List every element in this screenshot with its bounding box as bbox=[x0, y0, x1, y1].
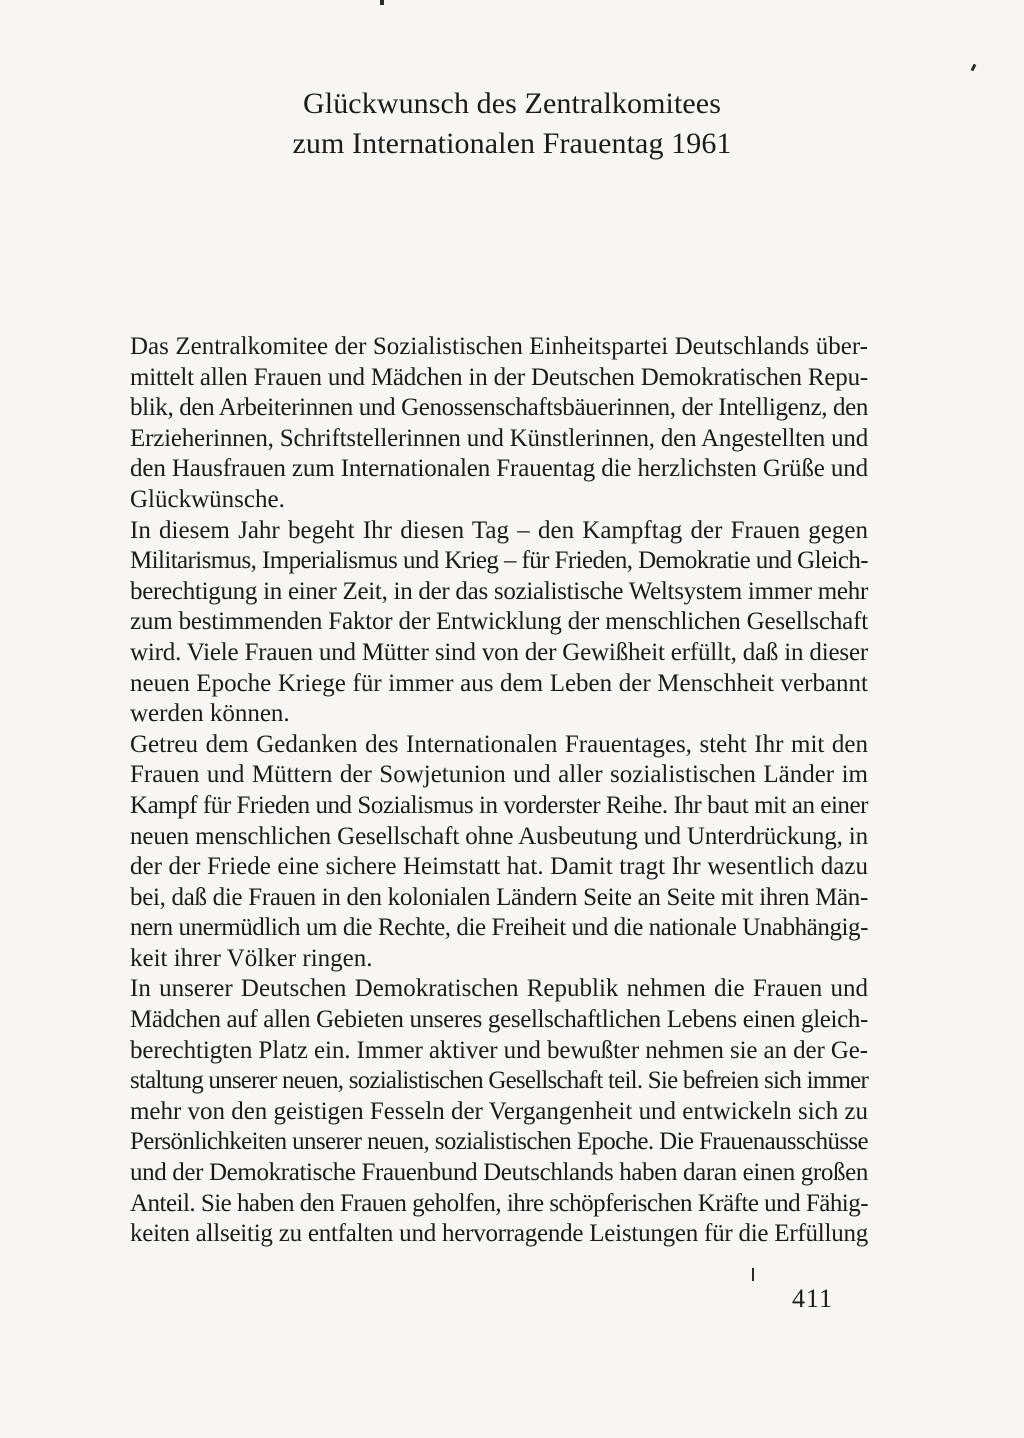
text-line: Frauen und Müttern der Sowjetunion und aller sozialistischen Länder im bbox=[130, 761, 868, 789]
text-line: Anteil. Sie haben den Frauen geholfen, ihre schöpferischen Kräfte und Fähig- bbox=[130, 1189, 869, 1217]
text-line: Mädchen auf allen Gebieten unseres gesellschaftlichen Lebens einen gleich- bbox=[130, 1006, 869, 1034]
text-line: berechtigten Platz ein. Immer aktiver und bewußter nehmen sie an der Ge- bbox=[130, 1036, 868, 1064]
text-line: staltung unserer neuen, sozialistischen Gesellschaft teil. Sie befreien sich immer bbox=[130, 1067, 868, 1095]
text-line: In diesem Jahr begeht Ihr diesen Tag – den Kampftag der Frauen gegen bbox=[130, 516, 868, 544]
text-line: blik, den Arbeiterinnen und Genossenschaftsbäuerinnen, der Intelligenz, den bbox=[130, 394, 868, 422]
text-line: Getreu dem Gedanken des Internationalen Frauentages, steht Ihr mit den bbox=[130, 730, 868, 758]
text-line: den Hausfrauen zum Internationalen Frauentag die herzlichsten Grüße und bbox=[130, 455, 868, 483]
text-line: Das Zentralkomitee der Sozialistischen Einheitspartei Deutschlands über- bbox=[130, 333, 868, 360]
text-line: und der Demokratische Frauenbund Deutschlands haben daran einen großen bbox=[130, 1159, 869, 1187]
document-title bbox=[0, 84, 1024, 164]
page-number: 411 bbox=[792, 1284, 834, 1313]
text-line: mehr von den geistigen Fesseln der Vergangenheit und entwickeln sich zu bbox=[130, 1097, 868, 1125]
title-line-2: zum Internationalen Frauentag 1961 bbox=[292, 127, 732, 160]
text-line: Erzieherinnen, Schriftstellerinnen und Künstlerinnen, den Angestellten und bbox=[130, 424, 868, 452]
paragraph-1 bbox=[130, 332, 868, 516]
text-line: neuen Epoche Kriege für immer aus dem Leben der Menschheit verbannt bbox=[130, 669, 868, 697]
paragraph-3 bbox=[130, 730, 868, 975]
text-line: mittelt allen Frauen und Mädchen in der Deutschen Demokratischen Repu- bbox=[130, 363, 868, 391]
scan-speck-top bbox=[380, 0, 384, 5]
title-line-1: Glückwunsch des Zentralkomitees bbox=[303, 87, 721, 120]
text-line: Persönlichkeiten unserer neuen, sozialistischen Epoche. Die Frauenausschüsse bbox=[130, 1128, 868, 1156]
text-line: nern unermüdlich um die Rechte, die Freiheit und die nationale Unabhängig- bbox=[130, 914, 869, 942]
text-line: zum bestimmenden Faktor der Entwicklung der menschlichen Gesellschaft bbox=[130, 608, 868, 636]
text-line: der der Friede eine sichere Heimstatt hat. Damit tragt Ihr wesentlich dazu bbox=[130, 853, 868, 881]
scan-speck-bottom bbox=[752, 1268, 754, 1281]
paragraph-4 bbox=[130, 974, 868, 1249]
text-line: Kampf für Frieden und Sozialismus in vorderster Reihe. Ihr baut mit an einer bbox=[130, 791, 868, 819]
paragraph-2 bbox=[130, 516, 868, 730]
text-line: keiten allseitig zu entfalten und hervorragende Leistungen für die Erfüllung bbox=[130, 1220, 868, 1248]
scan-speck-top-right bbox=[971, 64, 977, 72]
text-line: Glückwünsche. bbox=[130, 485, 285, 513]
document-body bbox=[130, 332, 868, 1250]
text-line: wird. Viele Frauen und Mütter sind von der Gewißheit erfüllt, daß in dieser bbox=[130, 638, 869, 666]
text-line: In unserer Deutschen Demokratischen Republik nehmen die Frauen und bbox=[130, 975, 868, 1003]
text-line: neuen menschlichen Gesellschaft ohne Ausbeutung und Unterdrückung, in bbox=[130, 822, 868, 850]
text-line: Militarismus, Imperialismus und Krieg – für Frieden, Demokratie und Gleich- bbox=[130, 547, 868, 575]
text-line: werden können. bbox=[130, 700, 290, 728]
text-line: bei, daß die Frauen in den kolonialen Ländern Seite an Seite mit ihren Män- bbox=[130, 883, 869, 911]
text-line: berechtigung in einer Zeit, in der das sozialistische Weltsystem immer mehr bbox=[130, 577, 868, 605]
text-line: keit ihrer Völker ringen. bbox=[130, 944, 373, 972]
